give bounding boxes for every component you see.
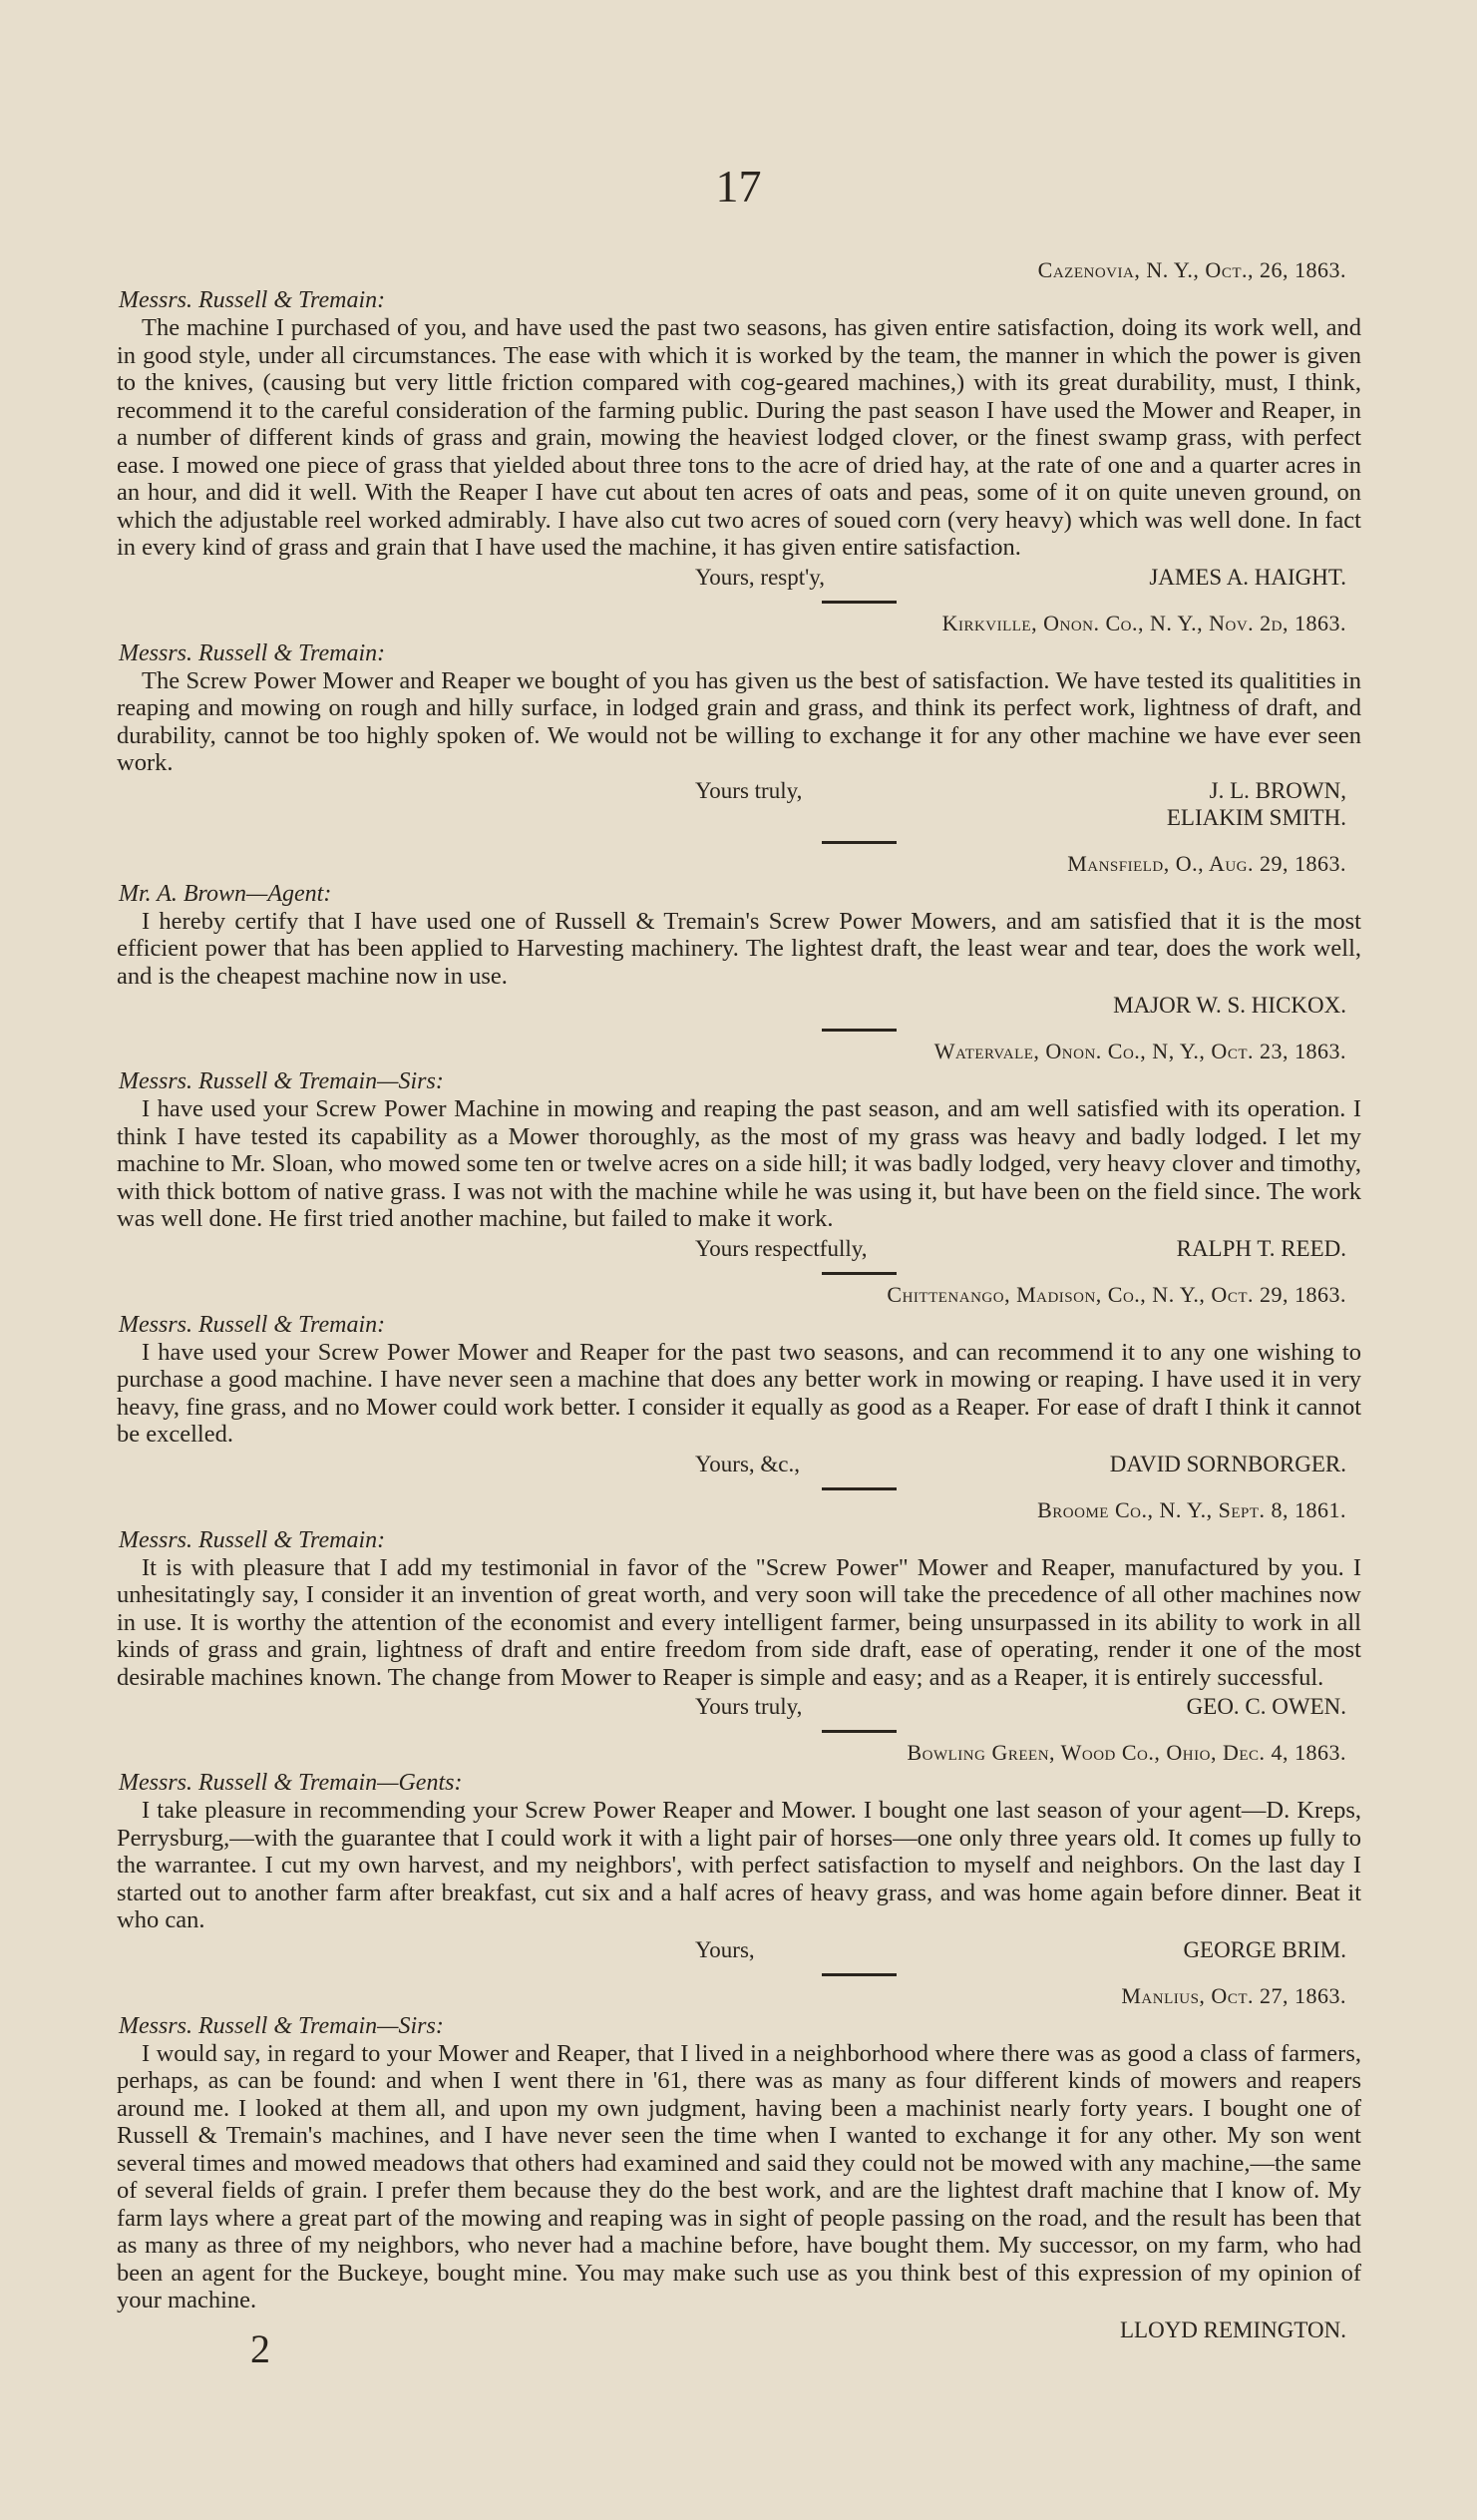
divider-rule (822, 1973, 897, 1976)
letter-body: I take pleasure in recommending your Screw Power Reaper and Mower. I bought one last season of your agent—D. Kreps, Perrysburg,—with the guarantee that I could work it with a light pair of horses—one only three years old. It comes up fully to the warrantee. I cut my own harvest, and my neighbors', with perfect satisfaction to myself and neighbors. On the last day I started out to another farm after breakfast, cut six and a half acres of heavy grass, and was home again before dinner. Beat it who can. (117, 1797, 1361, 1933)
letter-brim (117, 1737, 1361, 1963)
letter-signer: GEORGE BRIM. (1183, 1936, 1346, 1962)
letter-place: Manlius, Oct. 27, 1863. (1121, 1982, 1346, 2008)
divider-rule (822, 1730, 897, 1733)
letter-signer: J. L. BROWN, (1209, 777, 1346, 803)
letter-body: I have used your Screw Power Mower and Reaper for the past two seasons, and can recommend it to any one wishing to purchase a good machine. I have never seen a machine that does any better work in mowing or reaping. I have used it in very heavy, fine grass, and no Mower could work better. I consider it equally as good as a Reaper. For ease of draft I think it cannot be excelled. (117, 1338, 1361, 1448)
letter-haight (117, 254, 1361, 591)
letter-signature-line (117, 1451, 1361, 1477)
letter-signature-line (117, 1936, 1361, 1963)
letter-place: Cazenovia, N. Y., Oct., 26, 1863. (1037, 257, 1346, 282)
letter-signer: GEO. C. OWEN. (1186, 1694, 1346, 1719)
letter-body: The Screw Power Mower and Reaper we bought of you has given us the best of satisfaction. We have tested its qualitities in reaping and mowing on rough and hilly surface, in lodged grain and grass, and think its perfect work, lightness of draft, and durability, cannot be too highly spoken of. We would not be willing to exchange it for any other machine we have ever seen work. (117, 666, 1361, 776)
letter-salutation: Mr. A. Brown—Agent: (119, 880, 332, 907)
divider-rule (822, 841, 897, 844)
letter-place: Kirkville, Onon. Co., N. Y., Nov. 2d, 1863. (941, 610, 1346, 635)
letter-signer: RALPH T. REED. (1176, 1235, 1346, 1261)
letter-closing: Yours respectfully, (695, 1235, 868, 1261)
letter-sornborger (117, 1279, 1361, 1477)
letter-owen (117, 1494, 1361, 1721)
letter-signature-block (117, 777, 1361, 831)
letter-remington (117, 1980, 1361, 2343)
letter-closing: Yours, (695, 1936, 755, 1962)
letter-body: I would say, in regard to your Mower and Reaper, that I lived in a neighborhood where there was as good a class of farmers, perhaps, as can be found: and when I went there in '61, there was as many as four different kinds of mowers and reapers around me. I looked at them all, and upon my own judgment, having been a machinist nearly forty years. I bought one of Russell & Tremain's machines, and I have never seen the time when I wanted to exchange it for any other. My son went several times and mowed meadows that others had examined and said they could not be mowed with any machine,—the same of several fields of grain. I prefer them because they do the best work, and are the lightest draft machine that I know of. My farm lays where a great part of the mowing and reaping was in sight of people passing on the road, and the result has been that as many as three of my neighbors, who never had a machine before, have bought them. My successor, on my farm, who had been an agent for the Buckeye, bought mine. You may make such use as you think best of this expression of my opinion of your machine. (117, 2039, 1361, 2313)
letter-closing (695, 992, 954, 1019)
letter-signature-line (117, 1693, 1361, 1720)
letter-signature-line (117, 992, 1361, 1019)
letter-closing: Yours truly, (695, 777, 803, 803)
letter-salutation: Messrs. Russell & Tremain: (119, 639, 386, 666)
letter-salutation: Messrs. Russell & Tremain: (119, 1311, 386, 1338)
letter-body: It is with pleasure that I add my testimonial in favor of the "Screw Power" Mower and Reaper, manufactured by you. I unhesitatingly say, I consider it an invention of great worth, and very soon will take the precedence of all other machines now in use. It is worthy the attention of the economist and every intelligent farmer, being unsurpassed in its ability to work in all kinds of grass and grain, lightness of draft and entire freedom from side draft, ease of operating, render it one of the most desirable machines known. The change from Mower to Reaper is simple and easy; and as a Reaper, it is entirely successful. (117, 1553, 1361, 1691)
letter-salutation: Messrs. Russell & Tremain—Gents: (119, 1770, 463, 1796)
letter-signer-second: ELIAKIM SMITH. (1166, 804, 1346, 830)
letter-closing: Yours, respt'y, (695, 564, 826, 590)
letter-salutation: Messrs. Russell & Tremain—Sirs: (119, 2012, 444, 2039)
divider-rule (822, 601, 897, 604)
letter-closing: Yours, &c., (695, 1451, 801, 1476)
signature-mark-number: 2 (250, 2326, 270, 2371)
letter-body: I hereby certify that I have used one of Russell & Tremain's Screw Power Mowers, and am satisfied that it is the most efficient power that has been applied to Harvesting machinery. The lightest draft, the least wear and tear, does the work well, and is the cheapest machine now in use. (117, 907, 1361, 990)
letter-signer: DAVID SORNBORGER. (1109, 1451, 1346, 1476)
divider-rule (822, 1487, 897, 1490)
divider-rule (822, 1029, 897, 1032)
letter-body: The machine I purchased of you, and have used the past two seasons, has given entire satisfaction, doing its work well, and in good style, under all circumstances. The ease with which it is worked by the team, the manner in which the power is given to the knives, (causing but very little friction compared with cog-geared machines,) with its great durability, must, I think, recommend it to the careful consideration of the farming public. During the past season I have used the Mower and Reaper, in a number of different kinds of grass and grain, mowing the heaviest lodged clover, or the finest swamp grass, with perfect ease. I mowed one piece of grass that yielded about three tons to the acre of dried hay, at the rate of one and a quarter acres in an hour, and did it well. With the Reaper I have cut about ten acres of oats and peas, some of it on quite uneven ground, on which the adjustable reel worked admirably. I have also cut two acres of soued corn (very heavy) which was well done. In fact in every kind of grass and grain that I have used the machine, it has given entire satisfaction. (117, 314, 1361, 561)
letter-closing (695, 2316, 954, 2343)
letter-place: Broome Co., N. Y., Sept. 8, 1861. (1037, 1496, 1346, 1522)
letter-place: Watervale, Onon. Co., N, Y., Oct. 23, 1863. (933, 1039, 1346, 1063)
letter-place: Chittenango, Madison, Co., N. Y., Oct. 29, 1863. (887, 1281, 1346, 1307)
letter-place: Bowling Green, Wood Co., Ohio, Dec. 4, 1863. (907, 1740, 1346, 1765)
letters-column (117, 254, 1361, 2343)
letter-salutation: Messrs. Russell & Tremain: (119, 287, 386, 313)
letter-reed (117, 1036, 1361, 1262)
letter-signer: MAJOR W. S. HICKOX. (1113, 993, 1346, 1018)
letter-signer: JAMES A. HAIGHT. (1149, 564, 1346, 590)
letter-salutation: Messrs. Russell & Tremain: (119, 1526, 386, 1553)
letter-place: Mansfield, O., Aug. 29, 1863. (1067, 850, 1346, 876)
page-number: 17 (715, 161, 762, 211)
letter-signer: LLOYD REMINGTON. (1119, 2316, 1346, 2342)
letter-brown-smith (117, 608, 1361, 831)
letter-signature-line (117, 1235, 1361, 1262)
letter-salutation: Messrs. Russell & Tremain—Sirs: (119, 1068, 444, 1094)
letter-signature-line (117, 2316, 1361, 2343)
divider-rule (822, 1272, 897, 1275)
letter-hickox (117, 848, 1361, 1020)
letter-closing: Yours truly, (695, 1694, 803, 1719)
letter-signature-line (117, 564, 1361, 591)
letter-body: I have used your Screw Power Machine in mowing and reaping the past season, and am well satisfied with its operation. I think I have tested its capability as a Mower thoroughly, as the most of my grass was heavy and badly lodged. I let my machine to Mr. Sloan, who mowed some ten or twelve acres on a side hill; it was badly lodged, very heavy clover and timothy, with thick bottom of native grass. I was not with the machine while he was using it, but have been on the field since. The work was well done. He first tried another machine, but failed to make it work. (117, 1095, 1361, 1232)
